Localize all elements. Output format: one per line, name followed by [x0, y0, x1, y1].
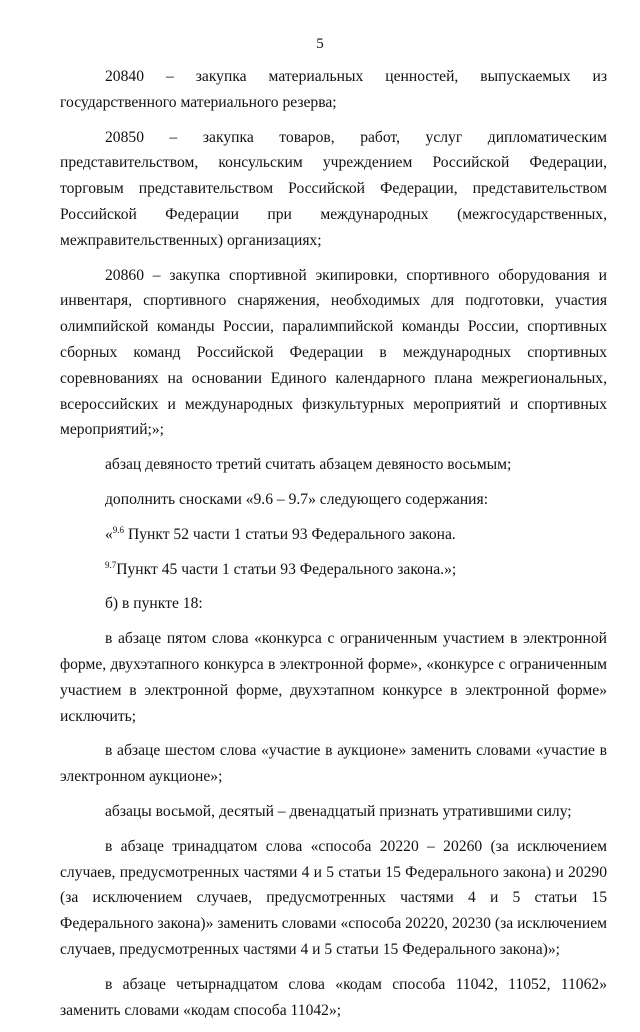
paragraph-20840: 20840 – закупка материальных ценностей, выпускаемых из государственного материального резерва;	[60, 68, 607, 111]
paragraph-20850: 20850 – закупка товаров, работ, услуг дипломатическим представительством, консульским учреждением Российской Федерации, торговым представительством Российской Федерации, представительством Российской Федерации при международных (межгосударственных, межправительственных) организациях;	[60, 128, 607, 249]
paragraph-footnotes-intro: дополнить сносками «9.6 – 9.7» следующего содержания:	[105, 490, 489, 508]
footnote-text-9-7: Пункт 45 части 1 статьи 93 Федерального закона.»;	[116, 560, 457, 578]
page-number: 5	[316, 36, 324, 52]
document-body	[60, 64, 607, 1032]
paragraph-abzac-8-12: абзацы восьмой, десятый – двенадцатый признать утратившими силу;	[105, 802, 572, 820]
paragraph-abzac-6: в абзаце шестом слова «участие в аукционе» заменить словами «участие в электронном аукционе»;	[60, 742, 607, 786]
footnote-mark-9-6: 9.6	[112, 524, 125, 535]
footnote-9-7	[60, 557, 607, 583]
paragraph-renumber: абзац девяносто третий считать абзацем девяносто восьмым;	[105, 456, 512, 474]
paragraph-abzac-14: в абзаце четырнадцатом слова «кодам способа 11042, 11052, 11062» заменить словами «кодам способа 11042»;	[60, 975, 607, 1019]
footnote-9-6	[60, 522, 607, 548]
footnote-mark-9-7: 9.7	[105, 559, 117, 570]
paragraph-item-b: б) в пункте 18:	[105, 595, 203, 613]
footnote-text-9-6: Пункт 52 части 1 статьи 93 Федерального закона.	[124, 525, 456, 543]
paragraph-abzac-5: в абзаце пятом слова «конкурса с ограниченным участием в электронной форме, двухэтапного конкурса в электронной форме», «конкурсе с ограниченным участием в электронной форме, двухэтапном конкурсе в электронной форме» исключить;	[60, 630, 607, 725]
paragraph-20860: 20860 – закупка спортивной экипировки, спортивного оборудования и инвентаря, спортивного снаряжения, необходимых для подготовки, участия олимпийской команды России, паралимпийской команды России, спортивных сборных команд Российской Федерации в международных спортивных соревнованиях на основании Единого календарного плана межрегиональных, всероссийских и международных физкультурных мероприятий и спортивных мероприятий;»;	[60, 266, 607, 439]
paragraph-abzac-13: в абзаце тринадцатом слова «способа 20220 – 20260 (за исключением случаев, предусмотренных частями 4 и 5 статьи 15 Федерального закона) и 20290 (за исключением случаев, предусмотренных частями 4 и 5 статьи 15 Федерального закона)» заменить словами «способа 20220, 20230 (за исключением случаев, предусмотренных частями 4 и 5 статьи 15 Федерального закона)»;	[60, 837, 607, 958]
open-quote: «	[105, 525, 113, 543]
